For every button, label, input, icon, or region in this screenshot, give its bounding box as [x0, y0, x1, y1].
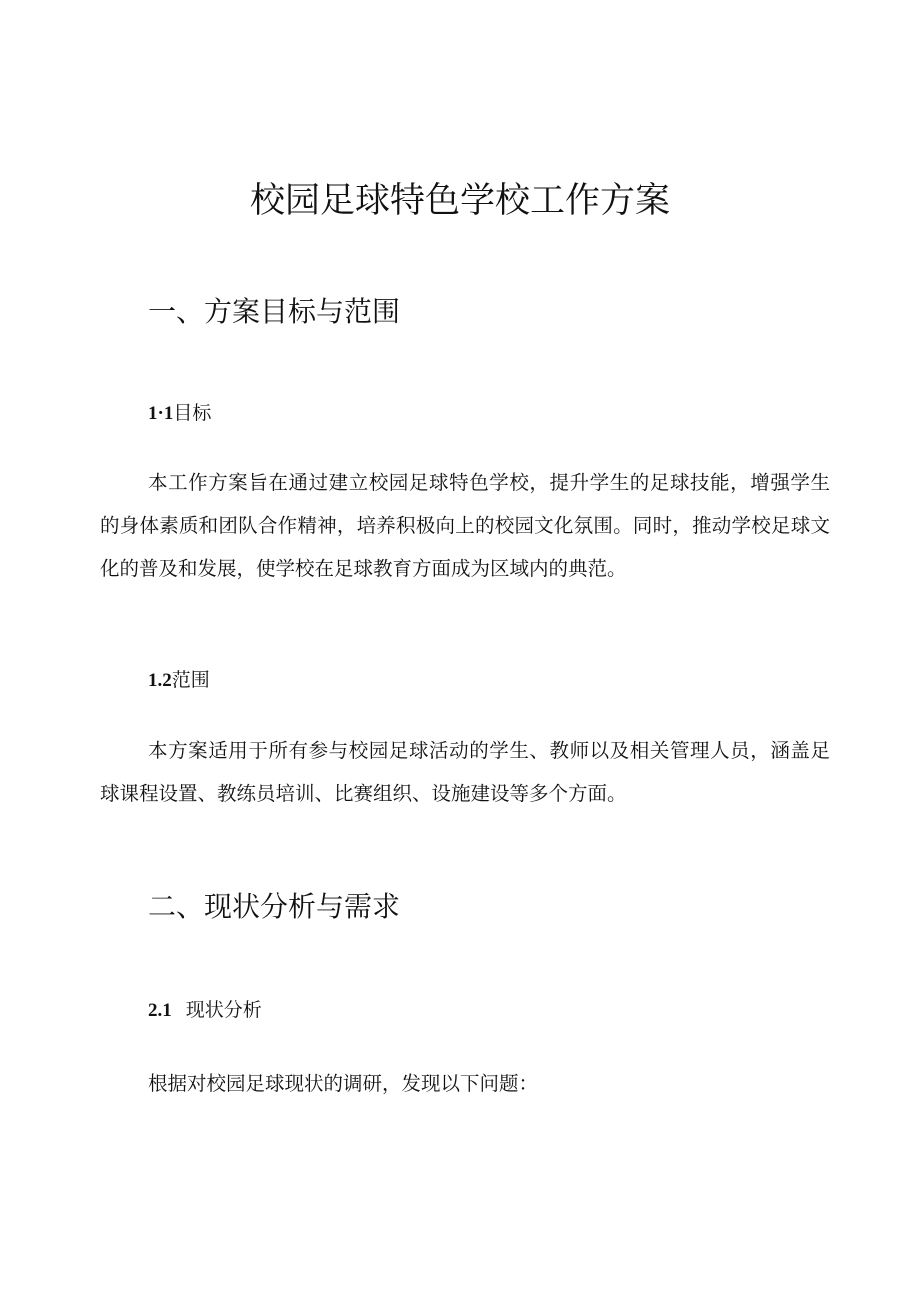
- subsection-2-1-title: 现状分析: [185, 999, 262, 1021]
- section-2-heading: 二、现状分析与需求: [148, 890, 401, 923]
- subsection-1-1-number: 1·1: [148, 403, 174, 424]
- section-1-heading: 一、方案目标与范围: [148, 295, 401, 328]
- subsection-2-1-paragraph: 根据对校园足球现状的调研，发现以下问题：: [148, 1072, 539, 1095]
- subsection-1-1-paragraph: 本工作方案旨在通过建立校园足球特色学校，提升学生的足球技能，增强学生的身体素质和团队合作精神，培养积极向上的校园文化氛围。同时，推动学校足球文化的普及和发展，使学校在足球教育方面成为区域内的典范。: [100, 471, 830, 580]
- subsection-1-1-title: 目标: [173, 402, 212, 424]
- subsection-1-2-number: 1.2: [148, 670, 172, 691]
- document-title: 校园足球特色学校工作方案: [249, 181, 670, 221]
- subsection-1-2-title: 范围: [171, 669, 210, 691]
- subsection-1-1-heading: [148, 398, 211, 429]
- subsection-1-2-paragraph: 本方案适用于所有参与校园足球活动的学生、教师以及相关管理人员，涵盖足球课程设置、教练员培训、比赛组织、设施建设等多个方面。: [100, 739, 830, 805]
- subsection-2-1-heading: [148, 995, 262, 1026]
- subsection-2-1-number: 2.1: [148, 1000, 172, 1021]
- subsection-1-2-heading: [148, 665, 210, 696]
